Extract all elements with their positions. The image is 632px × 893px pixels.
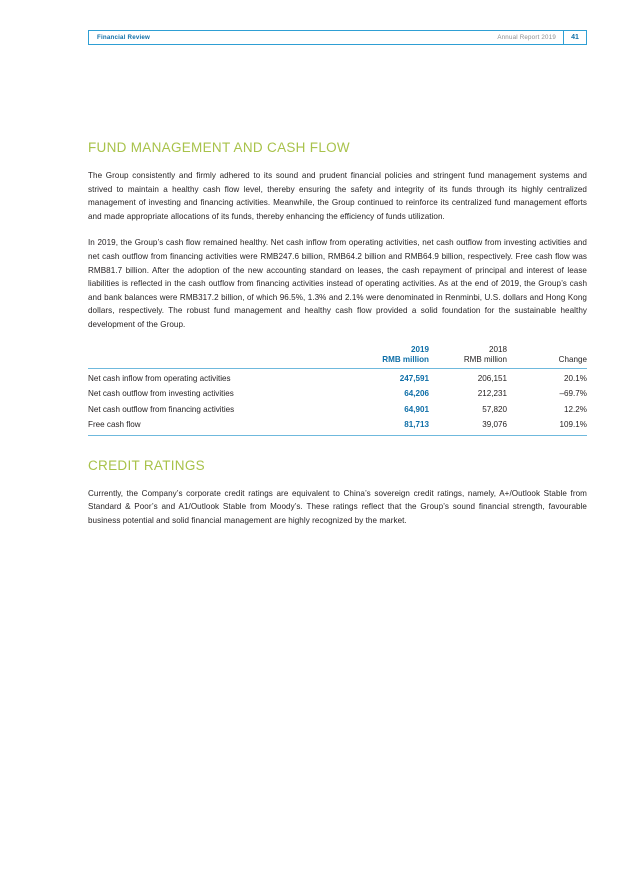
row-change: –69.7% (559, 389, 587, 399)
table-header-units (88, 355, 587, 369)
row-label: Net cash outflow from financing activities (88, 404, 235, 414)
row-value-2018: 206,151 (477, 373, 507, 383)
table-row (88, 386, 587, 402)
header-change-blank (507, 345, 587, 355)
header-year-2019: 2019 (410, 344, 429, 354)
table-row (88, 417, 587, 435)
credit-ratings-paragraph-1: Currently, the Company’s corporate credit ratings are equivalent to China’s sovereign credit ratings, namely, A+/Outlook Stable from Standard & Poor’s and A1/Outlook Stable from Moody’s. These ratings reflect that the Group’s sound financial strength, favourable business potential and solid financial management are highly recognized by the market. (88, 488, 587, 525)
table-rule-bottom (88, 435, 587, 436)
header-unit-2018: RMB million (463, 354, 507, 364)
row-value-2019: 64,206 (404, 389, 429, 399)
row-change: 12.2% (564, 404, 587, 414)
header-change-label: Change (558, 354, 587, 364)
unit-label-blank (88, 355, 351, 369)
header-section-label: Financial Review (97, 34, 151, 41)
header-report-label: Annual Report 2019 (497, 34, 556, 41)
row-change: 20.1% (564, 373, 587, 383)
fund-management-paragraph-1: The Group consistently and firmly adhered to its sound and prudent financial policies and stringent fund management systems and strived to maintain a healthy cash flow level, thereby ensuring the safety and integrity of its funds through its highly centralized management of investing and financing activities. Meanwhile, the Group continued to reinforce its centralized fund management efforts and made appropriate allocations of its funds, thereby enhancing the efficiency of funds utilization. (88, 171, 587, 221)
table-header-years (88, 345, 587, 355)
page-header (88, 30, 587, 45)
header-unit-2019: RMB million (382, 354, 429, 364)
fund-management-paragraph-2: In 2019, the Group’s cash flow remained healthy. Net cash inflow from operating activities, net cash outflow from investing activities and net cash outflow from financing activities were RMB247.6 billion, RMB64.2 billion and RMB64.9 billion, respectively. Free cash flow was RMB81.7 billion. After the adoption of the new accounting standard on leases, the cash repayment of principal and interest of lease liabilities is reflected in the cash outflow from financing activities instead of operating activities. As at the end of 2019, the Group’s cash and bank balances were RMB317.2 billion, of which 96.5%, 1.3% and 2.1% were denominated in Renminbi, U.S. dollars and Hong Kong dollars, respectively. The robust fund management and healthy cash flow provided a solid foundation for the sustainable healthy development of the Group. (88, 238, 587, 329)
header-year-2018: 2018 (488, 344, 507, 354)
row-value-2018: 39,076 (482, 420, 507, 430)
row-change: 109.1% (559, 420, 587, 430)
row-label: Free cash flow (88, 420, 141, 430)
section-title-credit-ratings: CREDIT RATINGS (88, 457, 205, 473)
row-label: Net cash outflow from investing activities (88, 389, 234, 399)
row-value-2018: 57,820 (482, 404, 507, 414)
row-value-2019: 81,713 (404, 420, 429, 430)
page-content (88, 140, 587, 528)
header-label-blank (88, 345, 351, 355)
section-title-fund-management: FUND MANAGEMENT AND CASH FLOW (88, 140, 350, 155)
cash-flow-table (88, 345, 587, 436)
row-label: Net cash inflow from operating activities (88, 373, 231, 383)
row-value-2019: 247,591 (399, 373, 429, 383)
table-rule-bottom-cell (88, 435, 587, 436)
row-value-2019: 64,901 (404, 404, 429, 414)
table-row (88, 369, 587, 386)
table-row (88, 401, 587, 417)
row-value-2018: 212,231 (477, 389, 507, 399)
page-number: 41 (563, 31, 586, 44)
